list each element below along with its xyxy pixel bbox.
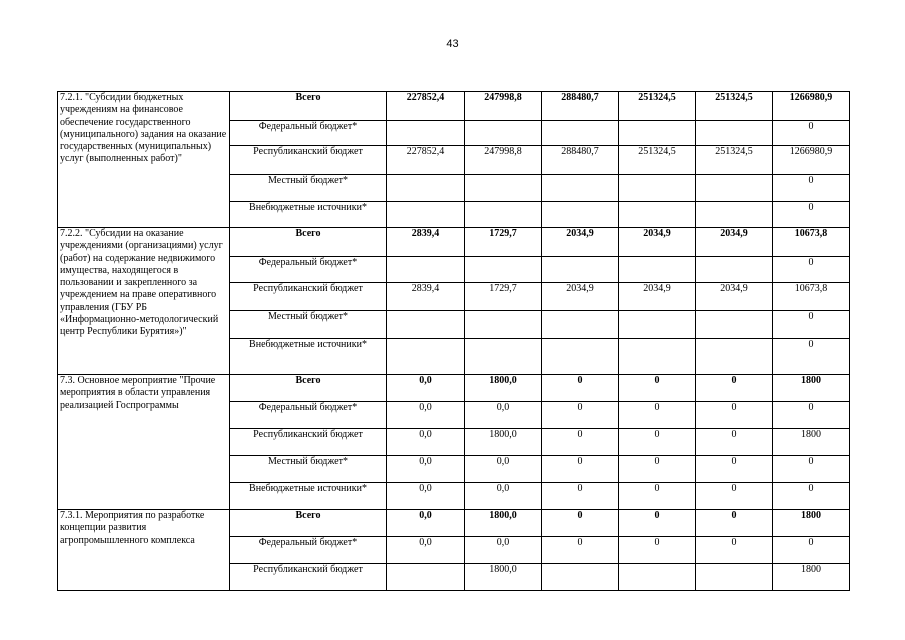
funding-source-cell: Всего bbox=[230, 375, 387, 402]
activity-name-cell: 7.2.1. "Субсидии бюджетных учреждениям на финансовое обеспечение государственного (муниципального) задания на оказание государственных (муниципальных) услуг (выполненных работ)" bbox=[58, 92, 230, 228]
table-row bbox=[58, 92, 850, 121]
value-cell: 0 bbox=[619, 483, 696, 510]
value-cell bbox=[619, 564, 696, 591]
value-cell: 0 bbox=[542, 429, 619, 456]
funding-source-cell: Внебюджетные источники* bbox=[230, 483, 387, 510]
funding-source-cell: Местный бюджет* bbox=[230, 311, 387, 339]
value-cell bbox=[619, 121, 696, 146]
value-cell bbox=[465, 202, 542, 228]
value-cell: 0 bbox=[542, 510, 619, 537]
value-cell: 1800 bbox=[773, 429, 850, 456]
value-cell bbox=[465, 175, 542, 202]
value-cell: 0 bbox=[619, 429, 696, 456]
value-cell: 0,0 bbox=[387, 375, 465, 402]
value-cell: 0 bbox=[773, 202, 850, 228]
value-cell: 0,0 bbox=[387, 429, 465, 456]
budget-table bbox=[57, 91, 850, 591]
value-cell bbox=[696, 175, 773, 202]
value-cell: 1800,0 bbox=[465, 510, 542, 537]
value-cell: 0,0 bbox=[387, 537, 465, 564]
value-cell bbox=[619, 257, 696, 283]
funding-source-cell: Республиканский бюджет bbox=[230, 283, 387, 311]
value-cell bbox=[387, 257, 465, 283]
value-cell: 1800 bbox=[773, 564, 850, 591]
value-cell: 0 bbox=[542, 402, 619, 429]
value-cell: 0 bbox=[696, 456, 773, 483]
value-cell bbox=[465, 121, 542, 146]
activity-name-cell: 7.3. Основное мероприятие "Прочие мероприятия в области управления реализацией Госпрограммы bbox=[58, 375, 230, 510]
value-cell: 0,0 bbox=[465, 402, 542, 429]
value-cell: 0 bbox=[619, 402, 696, 429]
funding-source-cell: Всего bbox=[230, 510, 387, 537]
value-cell: 10673,8 bbox=[773, 283, 850, 311]
value-cell: 0 bbox=[773, 175, 850, 202]
funding-source-cell: Местный бюджет* bbox=[230, 456, 387, 483]
funding-source-cell: Федеральный бюджет* bbox=[230, 121, 387, 146]
table-row bbox=[58, 510, 850, 537]
value-cell: 2034,9 bbox=[696, 228, 773, 257]
value-cell: 288480,7 bbox=[542, 92, 619, 121]
value-cell: 247998,8 bbox=[465, 92, 542, 121]
value-cell: 2034,9 bbox=[542, 228, 619, 257]
value-cell bbox=[696, 202, 773, 228]
value-cell bbox=[619, 339, 696, 375]
value-cell: 0 bbox=[773, 121, 850, 146]
value-cell bbox=[542, 564, 619, 591]
value-cell bbox=[387, 339, 465, 375]
value-cell: 0 bbox=[542, 456, 619, 483]
value-cell: 0 bbox=[773, 483, 850, 510]
value-cell: 251324,5 bbox=[619, 92, 696, 121]
value-cell: 1266980,9 bbox=[773, 146, 850, 175]
value-cell: 0 bbox=[773, 311, 850, 339]
value-cell: 0,0 bbox=[465, 456, 542, 483]
value-cell: 0 bbox=[773, 456, 850, 483]
value-cell bbox=[387, 311, 465, 339]
value-cell: 2034,9 bbox=[619, 228, 696, 257]
value-cell: 0 bbox=[773, 257, 850, 283]
funding-source-cell: Внебюджетные источники* bbox=[230, 339, 387, 375]
activity-name-cell: 7.3.1. Мероприятия по разработке концепции развития агропромышленного комплекса bbox=[58, 510, 230, 591]
value-cell: 0 bbox=[619, 537, 696, 564]
value-cell: 251324,5 bbox=[696, 146, 773, 175]
funding-source-cell: Всего bbox=[230, 92, 387, 121]
value-cell bbox=[619, 202, 696, 228]
funding-source-cell: Всего bbox=[230, 228, 387, 257]
value-cell: 2034,9 bbox=[619, 283, 696, 311]
value-cell bbox=[465, 339, 542, 375]
value-cell bbox=[542, 202, 619, 228]
value-cell: 0 bbox=[542, 483, 619, 510]
value-cell: 1266980,9 bbox=[773, 92, 850, 121]
value-cell bbox=[387, 564, 465, 591]
funding-source-cell: Федеральный бюджет* bbox=[230, 402, 387, 429]
funding-source-cell: Федеральный бюджет* bbox=[230, 537, 387, 564]
value-cell: 1800,0 bbox=[465, 375, 542, 402]
value-cell bbox=[387, 175, 465, 202]
funding-source-cell: Республиканский бюджет bbox=[230, 429, 387, 456]
funding-source-cell: Местный бюджет* bbox=[230, 175, 387, 202]
value-cell: 0 bbox=[696, 402, 773, 429]
value-cell bbox=[696, 564, 773, 591]
value-cell: 247998,8 bbox=[465, 146, 542, 175]
value-cell bbox=[542, 121, 619, 146]
value-cell: 0,0 bbox=[387, 483, 465, 510]
activity-name-cell: 7.2.2. "Субсидии на оказание учреждениями (организациями) услуг (работ) на содержание недвижимого имущества, находящегося в пользовании и закрепленного за учреждением на праве оперативного управления (ГБУ РБ «Информационно-методологический центр Республики Бурятия»)" bbox=[58, 228, 230, 375]
value-cell bbox=[619, 311, 696, 339]
value-cell: 0 bbox=[696, 510, 773, 537]
value-cell bbox=[542, 175, 619, 202]
funding-source-cell: Республиканский бюджет bbox=[230, 146, 387, 175]
value-cell bbox=[696, 311, 773, 339]
value-cell bbox=[696, 339, 773, 375]
value-cell bbox=[696, 121, 773, 146]
funding-source-cell: Внебюджетные источники* bbox=[230, 202, 387, 228]
funding-source-cell: Федеральный бюджет* bbox=[230, 257, 387, 283]
table-row bbox=[58, 228, 850, 257]
value-cell: 0 bbox=[773, 537, 850, 564]
value-cell: 0,0 bbox=[465, 537, 542, 564]
value-cell: 2034,9 bbox=[696, 283, 773, 311]
value-cell: 288480,7 bbox=[542, 146, 619, 175]
value-cell bbox=[387, 202, 465, 228]
value-cell: 0,0 bbox=[387, 456, 465, 483]
value-cell bbox=[542, 339, 619, 375]
value-cell: 0 bbox=[773, 402, 850, 429]
value-cell: 1800,0 bbox=[465, 429, 542, 456]
value-cell: 0 bbox=[696, 375, 773, 402]
value-cell: 2034,9 bbox=[542, 283, 619, 311]
value-cell: 251324,5 bbox=[696, 92, 773, 121]
value-cell bbox=[619, 175, 696, 202]
value-cell: 0 bbox=[542, 537, 619, 564]
page-number: 43 bbox=[446, 38, 459, 50]
value-cell bbox=[542, 311, 619, 339]
value-cell: 251324,5 bbox=[619, 146, 696, 175]
value-cell: 227852,4 bbox=[387, 92, 465, 121]
value-cell: 1800 bbox=[773, 510, 850, 537]
value-cell: 1800,0 bbox=[465, 564, 542, 591]
value-cell bbox=[465, 257, 542, 283]
value-cell: 10673,8 bbox=[773, 228, 850, 257]
value-cell: 1729,7 bbox=[465, 283, 542, 311]
value-cell: 0,0 bbox=[387, 510, 465, 537]
value-cell: 0 bbox=[696, 483, 773, 510]
value-cell: 0 bbox=[619, 510, 696, 537]
value-cell: 0,0 bbox=[387, 402, 465, 429]
value-cell bbox=[465, 311, 542, 339]
value-cell bbox=[387, 121, 465, 146]
value-cell: 2839,4 bbox=[387, 228, 465, 257]
table-row bbox=[58, 375, 850, 402]
value-cell: 227852,4 bbox=[387, 146, 465, 175]
funding-source-cell: Республиканский бюджет bbox=[230, 564, 387, 591]
value-cell: 0 bbox=[696, 537, 773, 564]
value-cell: 0,0 bbox=[465, 483, 542, 510]
value-cell: 0 bbox=[542, 375, 619, 402]
value-cell: 2839,4 bbox=[387, 283, 465, 311]
value-cell: 0 bbox=[619, 456, 696, 483]
value-cell: 1800 bbox=[773, 375, 850, 402]
value-cell: 0 bbox=[619, 375, 696, 402]
value-cell bbox=[696, 257, 773, 283]
value-cell: 0 bbox=[773, 339, 850, 375]
value-cell: 1729,7 bbox=[465, 228, 542, 257]
value-cell: 0 bbox=[696, 429, 773, 456]
value-cell bbox=[542, 257, 619, 283]
